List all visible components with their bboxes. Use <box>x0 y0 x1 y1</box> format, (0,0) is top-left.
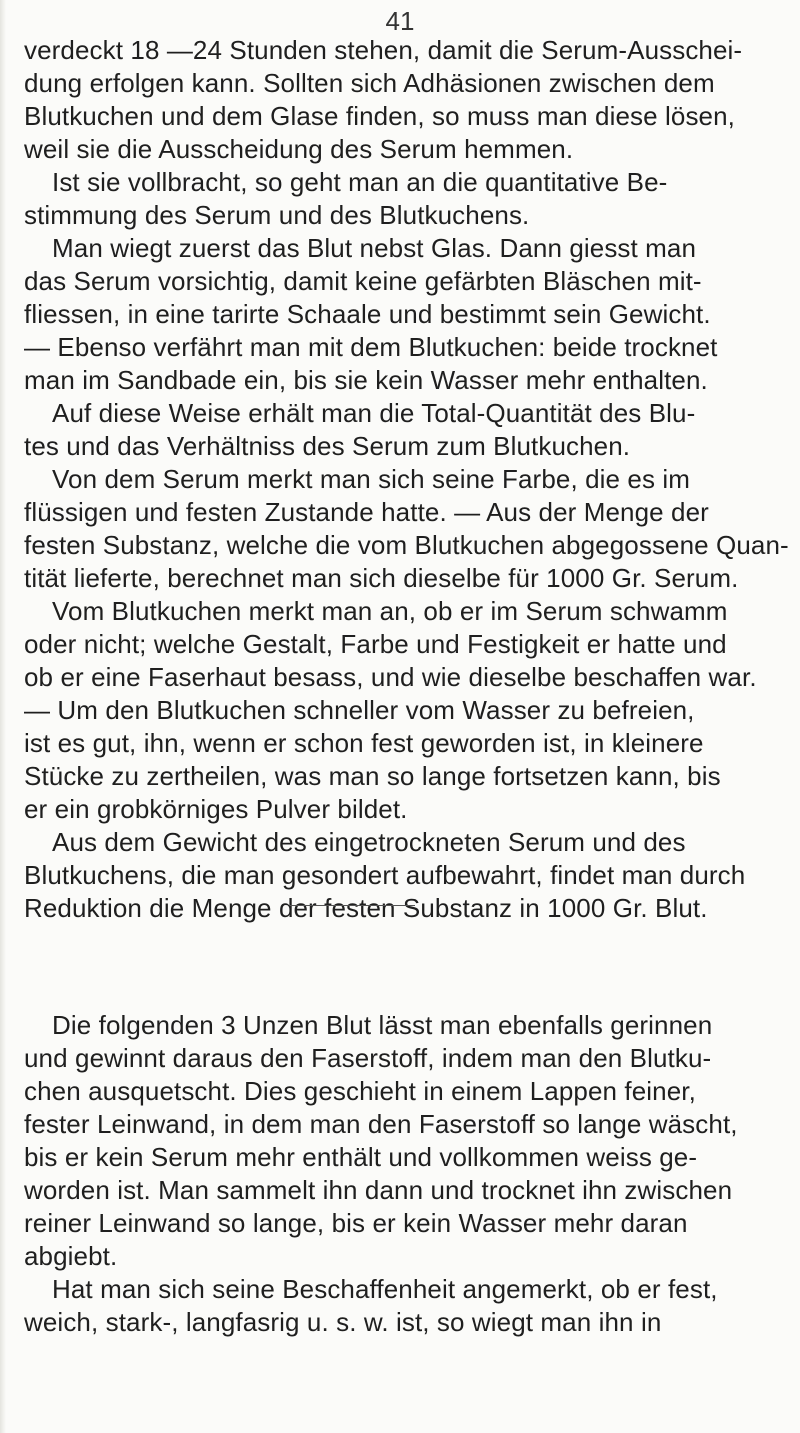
text-line: stimmung des Serum und des Blutkuchens. <box>24 200 530 230</box>
text-line: Auf diese Weise erhält man die Total-Quantität des Blu- <box>52 398 696 428</box>
text-line: fester Leinwand, in dem man den Faserstoff so lange wäscht, <box>24 1109 738 1139</box>
text-line: Aus dem Gewicht des eingetrockneten Serum und des <box>52 827 686 857</box>
text-line: abgiebt. <box>24 1241 118 1271</box>
text-line: flüssigen und festen Zustande hatte. — Aus der Menge der <box>24 497 709 527</box>
text-line: weil sie die Ausscheidung des Serum hemmen. <box>24 134 574 164</box>
text-line: Reduktion die Menge der festen Substanz in 1000 Gr. Blut. <box>24 893 708 923</box>
text-line: Hat man sich seine Beschaffenheit angemerkt, ob er fest, <box>52 1274 718 1304</box>
text-line: ist es gut, ihn, wenn er schon fest geworden ist, in kleinere <box>24 728 704 758</box>
text-line: man im Sandbade ein, bis sie kein Wasser mehr enthalten. <box>24 365 708 395</box>
text-line: tität lieferte, berechnet man sich dieselbe für 1000 Gr. Serum. <box>24 563 739 593</box>
text-line: weich, stark-, langfasrig u. s. w. ist, so wiegt man ihn in <box>24 1307 662 1337</box>
text-line: Vom Blutkuchen merkt man an, ob er im Serum schwamm <box>52 596 728 626</box>
text-line: Von dem Serum merkt man sich seine Farbe, die es im <box>52 464 691 494</box>
text-line: er ein grobkörniges Pulver bildet. <box>24 794 408 824</box>
section-divider <box>290 905 415 906</box>
text-line: worden ist. Man sammelt ihn dann und trocknet ihn zwischen <box>24 1175 733 1205</box>
text-line: Stücke zu zertheilen, was man so lange fortsetzen kann, bis <box>24 761 721 791</box>
text-line: dung erfolgen kann. Sollten sich Adhäsionen zwischen dem <box>24 68 715 98</box>
text-line: tes und das Verhältniss des Serum zum Blutkuchen. <box>24 431 631 461</box>
text-line: festen Substanz, welche die vom Blutkuchen abgegossene Quan- <box>24 530 789 560</box>
text-line: Blutkuchens, die man gesondert aufbewahrt, findet man durch <box>24 860 746 890</box>
text-line: bis er kein Serum mehr enthält und vollkommen weiss ge- <box>24 1142 698 1172</box>
text-line: oder nicht; welche Gestalt, Farbe und Festigkeit er hatte und <box>24 629 727 659</box>
text-line: ob er eine Faserhaut besass, und wie dieselbe beschaffen war. <box>24 662 757 692</box>
text-line: reiner Leinwand so lange, bis er kein Wasser mehr daran <box>24 1208 688 1238</box>
text-line: das Serum vorsichtig, damit keine gefärbten Bläschen mit- <box>24 266 702 296</box>
text-line: Blutkuchen und dem Glase finden, so muss man diese lösen, <box>24 101 735 131</box>
page-edge-shadow <box>0 0 6 1433</box>
text-line: fliessen, in eine tarirte Schaale und bestimmt sein Gewicht. <box>24 299 711 329</box>
text-line: Die folgenden 3 Unzen Blut lässt man ebenfalls gerinnen <box>52 1010 713 1040</box>
text-line: Ist sie vollbracht, so geht man an die quantitative Be- <box>52 167 668 197</box>
text-line: verdeckt 18 —24 Stunden stehen, damit die Serum-Ausschei- <box>24 35 743 65</box>
text-line: chen ausquetscht. Dies geschieht in einem Lappen feiner, <box>24 1076 696 1106</box>
text-line: Man wiegt zuerst das Blut nebst Glas. Dann giesst man <box>52 233 697 263</box>
page-number: 41 <box>385 6 415 36</box>
text-line: und gewinnt daraus den Faserstoff, indem man den Blutku- <box>24 1043 712 1073</box>
text-line: — Um den Blutkuchen schneller vom Wasser zu befreien, <box>24 695 695 725</box>
text-line: — Ebenso verfährt man mit dem Blutkuchen: beide trocknet <box>24 332 718 362</box>
